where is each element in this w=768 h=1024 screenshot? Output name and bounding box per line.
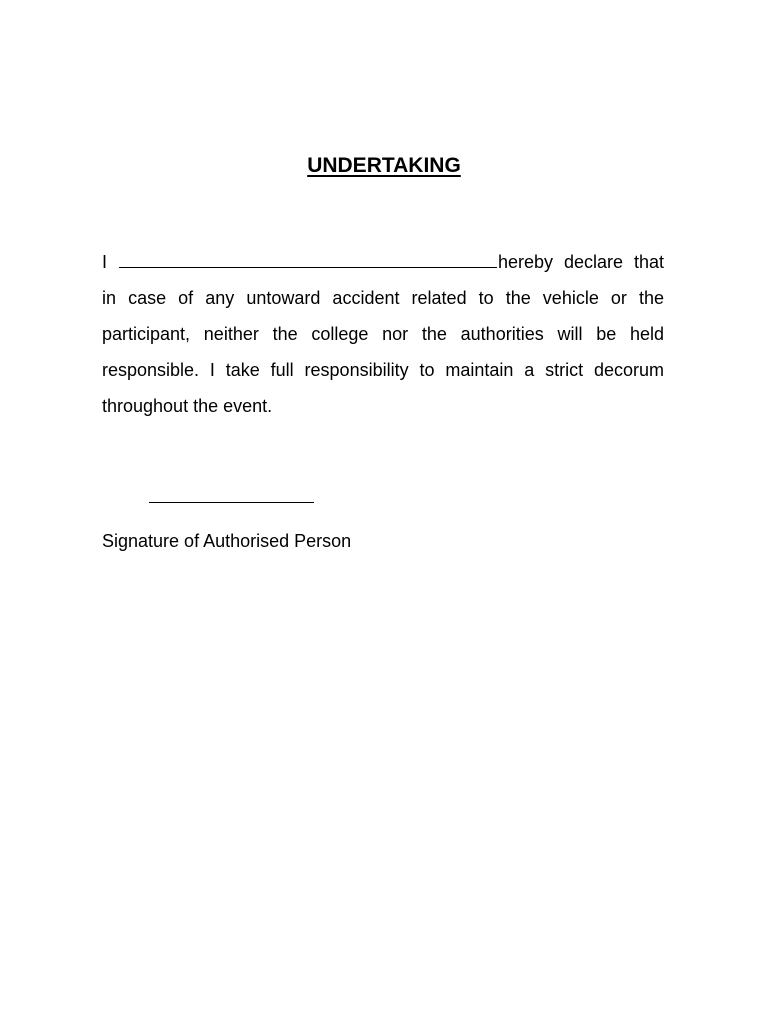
declaration-pronoun: I	[102, 252, 108, 272]
signature-caption: Signature of Authorised Person	[102, 531, 352, 551]
declaration-paragraph	[102, 244, 664, 424]
declaration-first-line	[102, 244, 664, 280]
hereby-word-3: that	[633, 252, 664, 272]
hereby-declare-text	[498, 244, 664, 280]
document-title	[0, 151, 768, 181]
signature-line	[149, 502, 314, 503]
hereby-word-2: declare	[563, 252, 624, 272]
hereby-word-1: hereby	[498, 252, 554, 272]
declaration-body: in case of any untoward accident related to the vehicle or the participant, neither the college nor the authorities will be held responsible. I take full responsibility to maintain a strict decorum throughout the event.	[102, 288, 664, 416]
document-title-text: UNDERTAKING	[307, 154, 461, 177]
name-blank-line	[119, 266, 497, 268]
